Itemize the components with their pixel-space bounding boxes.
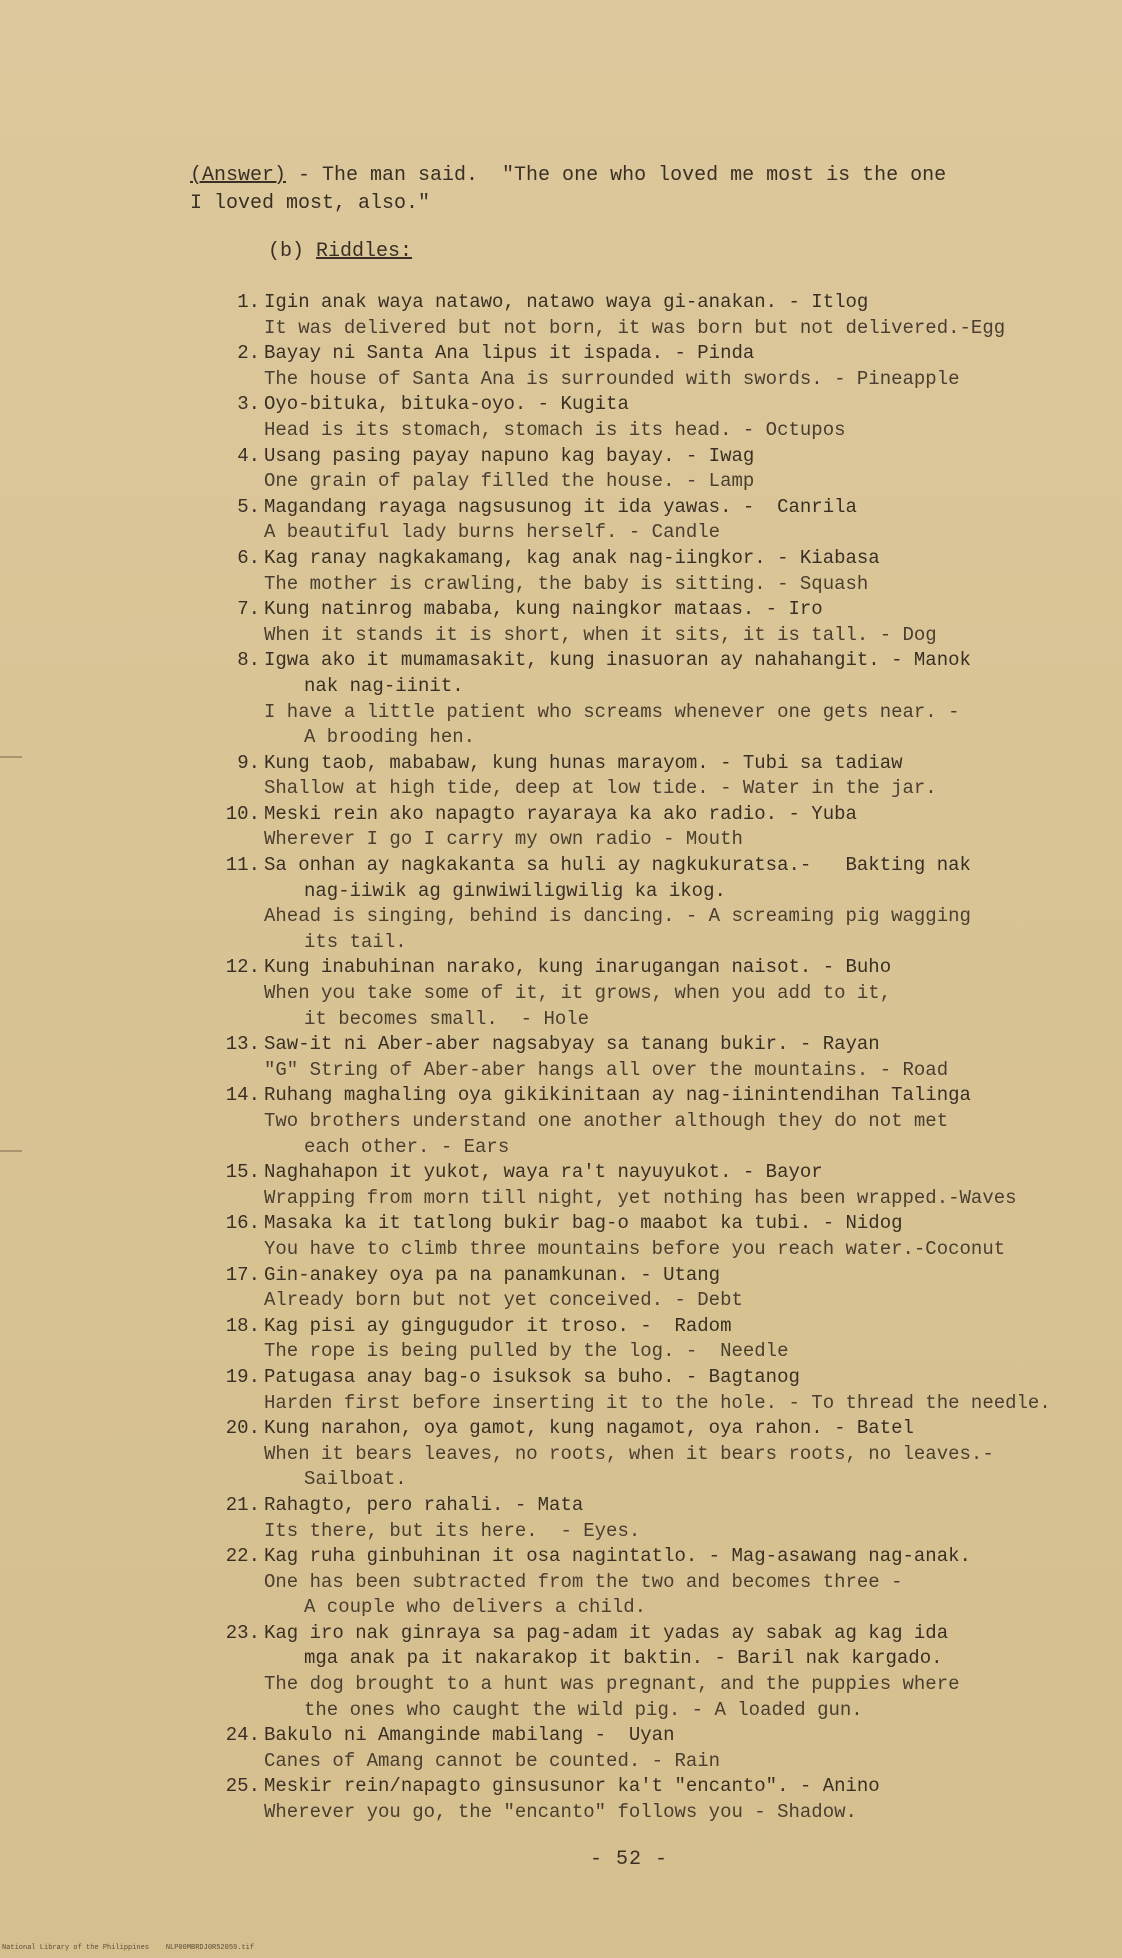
riddle-translation-line: Shallow at high tide, deep at low tide. - Water in the jar. — [264, 777, 937, 800]
riddle-translation-line: Already born but not yet conceived. - Debt — [264, 1289, 743, 1312]
riddle-text-line: Kag ranay nagkakamang, kag anak nag-iingkor. - Kiabasa — [264, 546, 880, 569]
riddle-number: 4. — [237, 444, 260, 467]
section-heading — [268, 238, 412, 266]
riddle-translation-line: One grain of palay filled the house. - Lamp — [264, 470, 755, 493]
riddle-text-line: Meskir rein/napagto ginsusunor ka't "encanto". - Anino — [264, 1775, 880, 1798]
riddle-number: 24. — [225, 1724, 260, 1747]
riddle-text-line: Rahagto, pero rahali. - Mata — [264, 1493, 584, 1516]
riddle-text-line: Gin-anakey oya pa na panamkunan. - Utang — [264, 1263, 721, 1286]
riddle-item — [0, 1723, 1122, 1774]
riddle-translation-line: When it stands it is short, when it sits, it is tall. - Dog — [264, 623, 937, 646]
riddle-translation-line: Its there, but its here. - Eyes. — [264, 1519, 641, 1542]
riddle-text-line: Kag ruha ginbuhinan it osa nagintatlo. - Mag-asawang nag-anak. — [264, 1545, 971, 1568]
riddle-translation-line: The dog brought to a hunt was pregnant, and the puppies where — [264, 1673, 960, 1696]
riddle-translation-line: You have to climb three mountains before you reach water.-Coconut — [264, 1237, 1006, 1260]
riddle-number: 8. — [237, 649, 260, 672]
riddle-translation-line: I have a little patient who screams whenever one gets near. - — [264, 700, 960, 723]
riddle-number: 23. — [225, 1621, 260, 1644]
answer-line-1: - The man said. "The one who loved me most is the one — [286, 164, 947, 187]
riddle-number: 25. — [225, 1775, 260, 1798]
page-number: - 52 - — [590, 1848, 669, 1871]
riddle-translation-line: Harden first before inserting it to the hole. - To thread the needle. — [264, 1391, 1051, 1414]
riddle-number: 18. — [225, 1314, 260, 1337]
riddle-list — [0, 290, 1122, 1826]
riddle-item — [0, 1083, 1122, 1160]
riddle-text-line: Masaka ka it tatlong bukir bag-o maabot ka tubi. - Nidog — [264, 1212, 903, 1235]
riddle-item — [0, 1774, 1122, 1825]
riddle-text-line: Bakulo ni Amanginde mabilang - Uyan — [264, 1724, 675, 1747]
riddle-text-line: Kung narahon, oya gamot, kung nagamot, oya rahon. - Batel — [264, 1417, 914, 1440]
section-prefix: (b) — [268, 240, 305, 263]
riddle-number: 19. — [225, 1365, 260, 1388]
riddle-item — [0, 751, 1122, 802]
riddle-number: 3. — [237, 393, 260, 416]
riddle-translation-line: Wherever I go I carry my own radio - Mouth — [264, 828, 743, 851]
riddle-translation-line: Wherever you go, the "encanto" follows you - Shadow. — [264, 1801, 857, 1824]
riddle-text-line: Kung taob, mababaw, kung hunas marayom. - Tubi sa tadiaw — [264, 751, 903, 774]
riddle-number: 13. — [225, 1033, 260, 1056]
riddle-text-line: Oyo-bituka, bituka-oyo. - Kugita — [264, 393, 629, 416]
riddle-text-line: Kag iro nak ginraya sa pag-adam it yadas ay sabak ag kag ida — [264, 1621, 949, 1644]
riddle-translation-line: One has been subtracted from the two and becomes three - — [264, 1570, 903, 1593]
riddle-text-line: Igin anak waya natawo, natawo waya gi-anakan. - Itlog — [264, 291, 869, 313]
riddle-translation-line: When you take some of it, it grows, when you add to it, — [264, 982, 892, 1005]
riddle-item — [0, 1416, 1122, 1493]
riddle-item — [0, 546, 1122, 597]
riddle-translation-line: it becomes small. - Hole — [304, 1007, 590, 1030]
answer-paragraph — [190, 162, 1070, 218]
riddle-text-line: Patugasa anay bag-o isuksok sa buho. - Bagtanog — [264, 1365, 800, 1388]
riddle-item — [0, 1211, 1122, 1262]
riddle-translation-line: "G" String of Aber-aber hangs all over the mountains. - Road — [264, 1058, 949, 1081]
riddle-item — [0, 290, 1122, 341]
riddle-text-line: nag-iiwik ag ginwiwiligwilig ka ikog. — [304, 879, 726, 902]
riddle-translation-line: Head is its stomach, stomach is its head. - Octupos — [264, 418, 846, 441]
riddle-item — [0, 648, 1122, 750]
riddle-number: 12. — [225, 956, 260, 979]
riddle-translation-line: each other. - Ears — [304, 1135, 510, 1158]
riddle-item — [0, 495, 1122, 546]
answer-line-2: I loved most, also." — [190, 192, 431, 215]
riddle-item — [0, 392, 1122, 443]
riddle-item — [0, 1544, 1122, 1621]
riddle-text-line: Saw-it ni Aber-aber nagsabyay sa tanang bukir. - Rayan — [264, 1033, 880, 1056]
riddle-number: 1. — [237, 291, 260, 313]
riddle-item — [0, 1621, 1122, 1723]
riddle-translation-line: The rope is being pulled by the log. - Needle — [264, 1340, 789, 1363]
riddle-text-line: Bayay ni Santa Ana lipus it ispada. - Pinda — [264, 342, 755, 365]
riddle-translation-line: Wrapping from morn till night, yet nothing has been wrapped.-Waves — [264, 1186, 1017, 1209]
riddle-number: 17. — [225, 1263, 260, 1286]
riddle-item — [0, 1314, 1122, 1365]
riddle-item — [0, 1263, 1122, 1314]
riddle-text-line: Magandang rayaga nagsusunog it ida yawas. - Canrila — [264, 495, 857, 518]
riddle-item — [0, 444, 1122, 495]
riddle-number: 11. — [225, 854, 260, 877]
riddle-text-line: Igwa ako it mumamasakit, kung inasuoran ay nahahangit. - Manok — [264, 649, 971, 672]
riddle-text-line: Kag pisi ay gingugudor it troso. - Radom — [264, 1314, 732, 1337]
riddle-text-line: nak nag-iinit. — [304, 674, 464, 697]
riddle-text-line: Naghahapon it yukot, waya ra't nayuyukot. - Bayor — [264, 1161, 823, 1184]
riddle-number: 6. — [237, 546, 260, 569]
riddle-translation-line: When it bears leaves, no roots, when it bears roots, no leaves.- — [264, 1442, 994, 1465]
riddle-translation-line: the ones who caught the wild pig. - A loaded gun. — [304, 1698, 863, 1721]
scan-source-label: National Library of the Philippines NLP00MBRDJ0R52059.tif — [2, 1944, 255, 1952]
riddle-text-line: Sa onhan ay nagkakanta sa huli ay nagkukuratsa.- Bakting nak — [264, 854, 971, 877]
riddle-text-line: mga anak pa it nakarakop it baktin. - Baril nak kargado. — [304, 1647, 943, 1670]
riddle-translation-line: The house of Santa Ana is surrounded with swords. - Pineapple — [264, 367, 960, 390]
riddle-number: 16. — [225, 1212, 260, 1235]
riddle-translation-line: The mother is crawling, the baby is sitting. - Squash — [264, 572, 869, 595]
riddle-translation-line: A couple who delivers a child. — [304, 1596, 647, 1619]
riddle-item — [0, 955, 1122, 1032]
riddle-number: 22. — [225, 1545, 260, 1568]
riddle-number: 2. — [237, 342, 260, 365]
riddle-number: 15. — [225, 1161, 260, 1184]
riddle-item — [0, 802, 1122, 853]
riddle-number: 14. — [225, 1084, 260, 1107]
riddle-translation-line: Two brothers understand one another although they do not met — [264, 1110, 949, 1132]
riddle-item — [0, 1493, 1122, 1544]
riddle-translation-line: Ahead is singing, behind is dancing. - A screaming pig wagging — [264, 905, 971, 928]
riddle-item — [0, 341, 1122, 392]
riddle-text-line: Meski rein ako napagto rayaraya ka ako radio. - Yuba — [264, 802, 857, 825]
riddle-item — [0, 1032, 1122, 1083]
riddle-item — [0, 1365, 1122, 1416]
riddle-text-line: Kung inabuhinan narako, kung inarugangan naisot. - Buho — [264, 956, 892, 979]
riddle-item — [0, 597, 1122, 648]
riddle-translation-line: Canes of Amang cannot be counted. - Rain — [264, 1749, 721, 1772]
riddle-item — [0, 853, 1122, 955]
riddle-text-line: Kung natinrog mababa, kung naingkor mataas. - Iro — [264, 598, 823, 621]
section-title: Riddles: — [316, 240, 413, 263]
riddle-translation-line: It was delivered but not born, it was born but not delivered.-Egg — [264, 316, 1006, 339]
riddle-text-line: Ruhang maghaling oya gikikinitaan ay nag-iinintendihan Talinga — [264, 1084, 971, 1107]
riddle-translation-line: A beautiful lady burns herself. - Candle — [264, 521, 721, 544]
riddle-translation-line: A brooding hen. — [304, 726, 476, 749]
riddle-translation-line: Sailboat. — [304, 1468, 407, 1491]
riddle-number: 9. — [237, 751, 260, 774]
answer-label: (Answer) — [190, 164, 287, 187]
riddle-item — [0, 1160, 1122, 1211]
riddle-text-line: Usang pasing payay napuno kag bayay. - Iwag — [264, 444, 755, 467]
riddle-translation-line: its tail. — [304, 930, 407, 953]
riddle-number: 21. — [225, 1493, 260, 1516]
riddle-number: 20. — [225, 1417, 260, 1440]
riddle-number: 10. — [225, 802, 260, 825]
riddle-number: 5. — [237, 495, 260, 518]
riddle-number: 7. — [237, 598, 260, 621]
